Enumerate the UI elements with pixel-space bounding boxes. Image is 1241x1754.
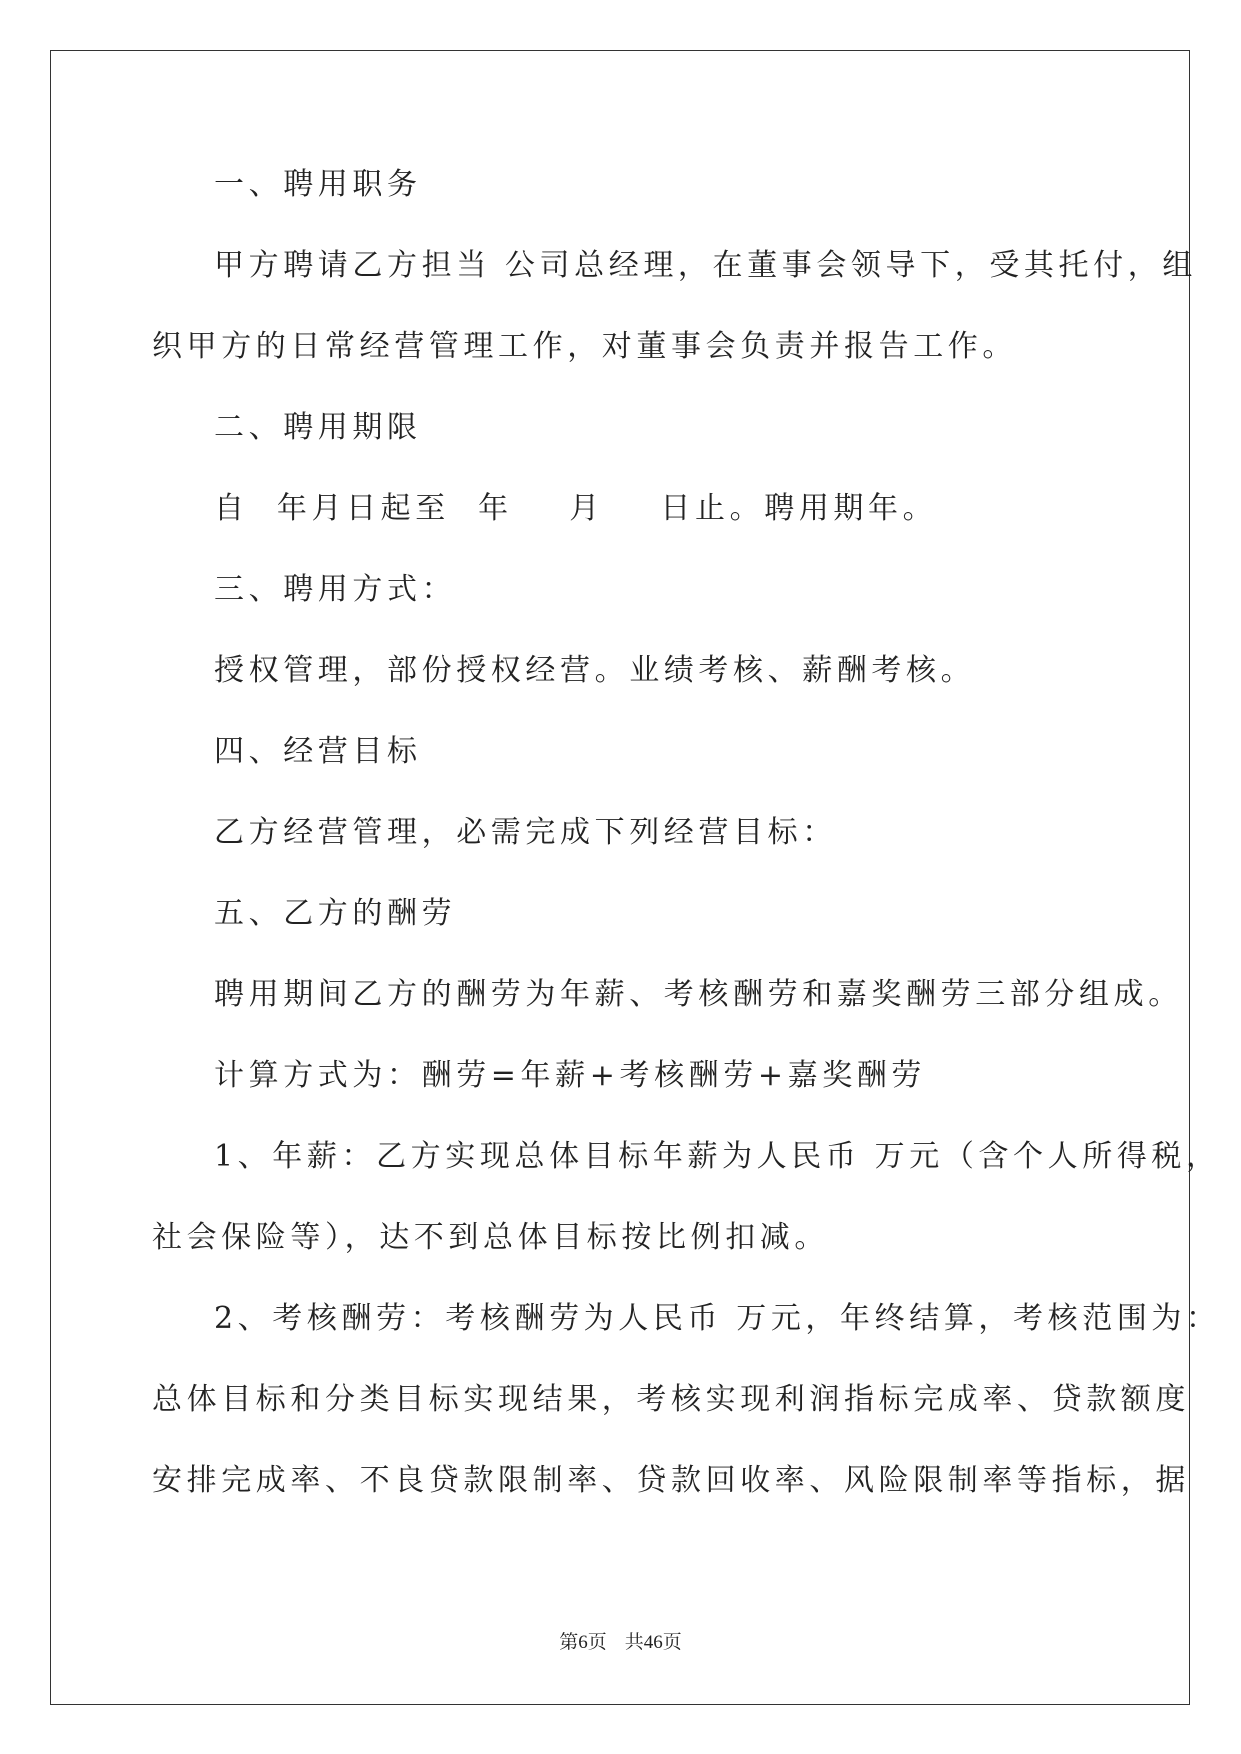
- page-prefix: 第: [559, 1631, 579, 1653]
- section-heading-term: 二、聘用期限: [214, 410, 422, 445]
- paragraph-line: 自 年月日起至 年 月 日止。聘用期年。: [214, 491, 938, 526]
- paragraph-line: 计算方式为：酬劳=年薪+考核酬劳+嘉奖酬劳: [214, 1058, 927, 1093]
- paragraph-line: 1、年薪：乙方实现总体目标年薪为人民币 万元（含个人所得税，: [214, 1139, 1221, 1174]
- paragraph-line: 聘用期间乙方的酬劳为年薪、考核酬劳和嘉奖酬劳三部分组成。: [214, 977, 1183, 1012]
- total-pages: 46: [643, 1632, 663, 1653]
- paragraph-line: 总体目标和分类目标实现结果，考核实现利润指标完成率、贷款额度: [152, 1382, 1190, 1417]
- section-heading-compensation: 五、乙方的酬劳: [214, 896, 457, 931]
- paragraph-line: 安排完成率、不良贷款限制率、贷款回收率、风险限制率等指标，据: [152, 1463, 1190, 1498]
- paragraph-line: 乙方经营管理，必需完成下列经营目标：: [214, 815, 837, 850]
- page-number: 6: [578, 1632, 588, 1653]
- paragraph-line: 甲方聘请乙方担当 公司总经理，在董事会领导下，受其托付，组: [214, 248, 1197, 283]
- section-heading-position: 一、聘用职务: [214, 167, 422, 202]
- paragraph-line: 2、考核酬劳：考核酬劳为人民币 万元，年终结算，考核范围为：: [214, 1301, 1221, 1336]
- paragraph-line: 授权管理，部份授权经营。业绩考核、薪酬考核。: [214, 653, 976, 688]
- page-suffix: 页: [587, 1631, 607, 1653]
- page-footer: [0, 1627, 1241, 1654]
- paragraph-line: 社会保险等），达不到总体目标按比例扣减。: [152, 1220, 829, 1255]
- paragraph-line: 织甲方的日常经营管理工作，对董事会负责并报告工作。: [152, 329, 1017, 364]
- section-heading-goals: 四、经营目标: [214, 734, 422, 769]
- total-prefix: 共: [624, 1631, 644, 1653]
- section-heading-method: 三、聘用方式：: [214, 572, 457, 607]
- document-body: [152, 165, 1221, 1542]
- total-suffix: 页: [662, 1631, 682, 1653]
